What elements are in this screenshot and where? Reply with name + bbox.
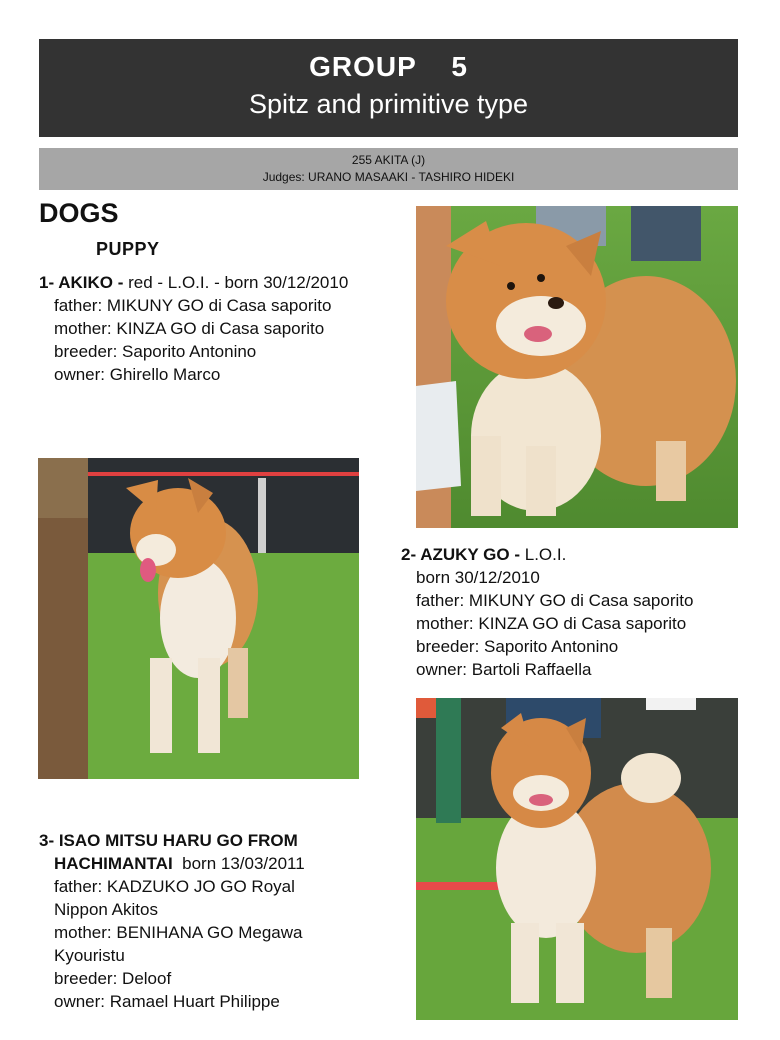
judges: Judges: URANO MASAAKI - TASHIRO HIDEKI: [262, 170, 515, 184]
entry-3-father-line1: father: KADZUKO JO GO Royal: [54, 877, 295, 896]
entry-1-father: father: MIKUNY GO di Casa saporito: [54, 296, 332, 315]
entry-3-born: born 13/03/2011: [172, 854, 305, 873]
entry-2-breeder: breeder: Saporito Antonino: [416, 637, 619, 656]
breed-name: 255 AKITA (J): [351, 153, 426, 167]
entry-3-mother-line1: mother: BENIHANA GO Megawa: [54, 923, 303, 942]
entry-1-mother: mother: KINZA GO di Casa saporito: [54, 319, 325, 338]
entry-1-breeder: breeder: Saporito Antonino: [54, 342, 257, 361]
entry-1-details: red - L.O.I. - born 30/12/2010: [123, 273, 349, 292]
dog-photo-azuky: [416, 206, 738, 528]
section-title: DOGS: [39, 198, 119, 228]
entry-3-father-line2: Nippon Akitos: [54, 900, 158, 919]
entry-2-details: L.O.I.: [520, 545, 567, 564]
entry-3: [39, 829, 305, 1013]
entry-2: [401, 543, 693, 681]
entry-2-mother: mother: KINZA GO di Casa saporito: [416, 614, 687, 633]
dog-photo-isao: [416, 698, 738, 1020]
entry-2-born: born 30/12/2010: [416, 568, 540, 587]
breed-bar: [39, 148, 738, 190]
group-header: [39, 39, 738, 137]
entry-1-owner: owner: Ghirello Marco: [54, 365, 221, 384]
entry-2-father: father: MIKUNY GO di Casa saporito: [416, 591, 694, 610]
entry-3-breeder: breeder: Deloof: [54, 969, 172, 988]
class-title: PUPPY: [96, 239, 160, 259]
entry-1-name: 1- AKIKO -: [39, 273, 124, 292]
entry-3-name-line1: 3- ISAO MITSU HARU GO FROM: [39, 831, 298, 850]
dog-photo-akiko: [38, 458, 359, 779]
entry-3-owner: owner: Ramael Huart Philippe: [54, 992, 280, 1011]
entry-3-name-line2: HACHIMANTAI: [54, 854, 173, 873]
entry-1: [39, 271, 348, 386]
group-title: GROUP 5: [309, 51, 468, 82]
entry-2-owner: owner: Bartoli Raffaella: [416, 660, 592, 679]
entry-2-name: 2- AZUKY GO -: [401, 545, 521, 564]
group-subtitle: Spitz and primitive type: [248, 89, 529, 119]
entry-3-mother-line2: Kyouristu: [54, 946, 125, 965]
